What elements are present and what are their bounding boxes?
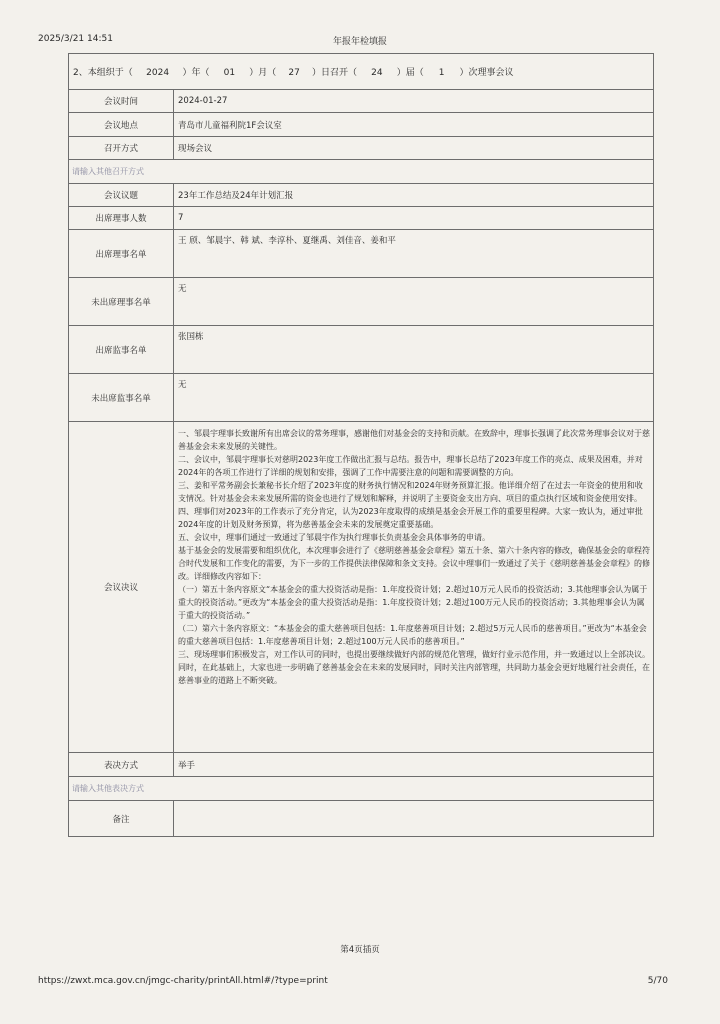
time-value: 2024-01-27 xyxy=(174,90,654,113)
meeting-line-sep-year: ）年（ xyxy=(182,68,210,78)
meeting-day: 27 xyxy=(288,68,300,78)
supervisor-absent-label: 未出席监事名单 xyxy=(69,374,174,422)
absent-label: 未出席理事名单 xyxy=(69,278,174,326)
place-label: 会议地点 xyxy=(69,113,174,137)
print-datetime: 2025/3/21 14:51 xyxy=(38,34,113,44)
resolution-row xyxy=(69,422,654,753)
resolution-paragraph: 二、会议中，邹晨宇理事长对慈明2023年度工作做出汇报与总结。报告中，理事长总结了2023年度工作的亮点、成果及困难，并对2024年的各项工作进行了详细的规划和安排，强调了工作中需要注意的问题和需要调整的方向。 xyxy=(178,455,643,477)
meeting-form-table xyxy=(68,53,654,837)
meeting-session: 1 xyxy=(438,68,445,78)
resolution-paragraph: 基于基金会的发展需要和组织优化，本次理事会进行了《慈明慈善基金会章程》第五十条、第六十条内容的修改，确保基金会的章程符合时代发展和工作变化的需要，为下一步的工作提供法律保障和条文支持。会议中理事们一致通过了关于《慈明慈善基金会章程》的修改。详细修改内容如下： xyxy=(178,546,650,581)
supervisor-present-row xyxy=(69,326,654,374)
page-header-title: 年报年检填报 xyxy=(332,37,387,47)
method-hint-row xyxy=(69,160,654,184)
present-label: 出席理事名单 xyxy=(69,230,174,278)
count-label: 出席理事人数 xyxy=(69,207,174,230)
meeting-line-prefix: 2、本组织于（ xyxy=(73,68,133,78)
absent-value: 无 xyxy=(174,278,654,326)
count-value: 7 xyxy=(174,207,654,230)
time-row xyxy=(69,90,654,113)
meeting-term: 24 xyxy=(371,68,383,78)
remark-input[interactable] xyxy=(174,801,654,837)
supervisor-present-value: 张国栋 xyxy=(174,326,654,374)
resolution-paragraph: 四、理事们对2023年的工作表示了充分肯定，认为2023年度取得的成绩是基金会开展工作的重要里程碑。大家一致认为，通过审批2024年度的计划及财务预算，将为慈善基金会未来的发展奠定重要基础。 xyxy=(178,507,643,529)
topic-value: 23年工作总结及24年计划汇报 xyxy=(174,184,654,207)
vote-row xyxy=(69,753,654,777)
meeting-line-suffix: ）次理事会议 xyxy=(459,68,514,78)
method-label: 召开方式 xyxy=(69,137,174,160)
method-other-input[interactable]: 请输入其他召开方式 xyxy=(69,160,654,184)
count-row xyxy=(69,207,654,230)
vote-label: 表决方式 xyxy=(69,753,174,777)
meeting-summary-row xyxy=(69,54,654,90)
topic-label: 会议议题 xyxy=(69,184,174,207)
meeting-line-sep-term: ）届（ xyxy=(396,68,424,78)
meeting-month: 01 xyxy=(223,68,236,78)
method-value: 现场会议 xyxy=(174,137,654,160)
page-note: 第4页插页 xyxy=(340,945,380,955)
resolution-paragraph: （一）第五十条内容原文“本基金会的重大投资活动是指：1.年度投资计划；2.超过10万元人民币的投资活动；3.其他理事会认为属于重大的投资活动。”更改为“本基金会的重大投资活动是指：1.年度投资计划；2.超过100万元人民币的投资活动；3.其他理事会认为属于重大的投资活动。” xyxy=(178,585,648,620)
present-row xyxy=(69,230,654,278)
meeting-line-sep-day: ）日召开（ xyxy=(312,68,358,78)
resolution-text xyxy=(174,422,654,753)
print-url: https://zwxt.mca.gov.cn/jmgc-charity/printAll.html#/?type=print xyxy=(38,976,328,986)
remark-row xyxy=(69,801,654,837)
supervisor-absent-row xyxy=(69,374,654,422)
place-value: 青岛市儿童福利院1F会议室 xyxy=(174,113,654,137)
supervisor-present-label: 出席监事名单 xyxy=(69,326,174,374)
method-row xyxy=(69,137,654,160)
vote-hint-row xyxy=(69,777,654,801)
page-number: 5/70 xyxy=(647,976,668,986)
vote-other-input[interactable]: 请输入其他表决方式 xyxy=(69,777,654,801)
resolution-paragraph: 一、邹晨宇理事长致谢所有出席会议的常务理事，感谢他们对基金会的支持和贡献。在致辞中，理事长强调了此次常务理事会议对于慈善基金会未来发展的关键性。 xyxy=(178,429,650,451)
resolution-paragraph: 五、会议中，理事们通过一致通过了邹晨宇作为执行理事长负责基金会具体事务的申请。 xyxy=(178,533,490,542)
vote-value: 举手 xyxy=(174,753,654,777)
resolution-paragraph: （二）第六十条内容原文：“本基金会的重大慈善项目包括：1.年度慈善项目计划；2.超过5万元人民币的慈善项目。”更改为“本基金会的重大慈善项目包括：1.年度慈善项目计划；2.超过100万元人民币的慈善项目。” xyxy=(178,624,647,646)
resolution-paragraph: 同时，在此基础上，大家也进一步明确了慈善基金会在未来的发展同时，同时关注内部管理，共同助力基金会更好地履行社会责任，在慈善事业的道路上不断突破。 xyxy=(178,663,650,685)
resolution-paragraph: 三、现场理事们积极发言，对工作认可的同时，也提出要继续做好内部的规范化管理，做好行业示范作用，并一致通过以上全部决议。 xyxy=(178,650,650,659)
topic-row xyxy=(69,184,654,207)
place-row xyxy=(69,113,654,137)
resolution-paragraph: 三、姜和平常务副会长兼秘书长介绍了2023年度的财务执行情况和2024年财务预算汇报。他详细介绍了在过去一年资金的使用和收支情况。针对基金会未来发展所需的资金也进行了规划和解释，并说明了主要资金支出方向、项目的重点执行区域和资金使用安排。 xyxy=(178,481,643,503)
resolution-label: 会议决议 xyxy=(69,422,174,753)
meeting-year: 2024 xyxy=(146,68,170,78)
supervisor-absent-value: 无 xyxy=(174,374,654,422)
meeting-summary-line xyxy=(69,54,654,90)
absent-row xyxy=(69,278,654,326)
meeting-line-sep-month: ）月（ xyxy=(249,68,277,78)
remark-label: 备注 xyxy=(69,801,174,837)
present-value: 王 颀、邹晨宇、韩 斌、李淳朴、夏继禹、刘佳音、姜和平 xyxy=(174,230,654,278)
time-label: 会议时间 xyxy=(69,90,174,113)
